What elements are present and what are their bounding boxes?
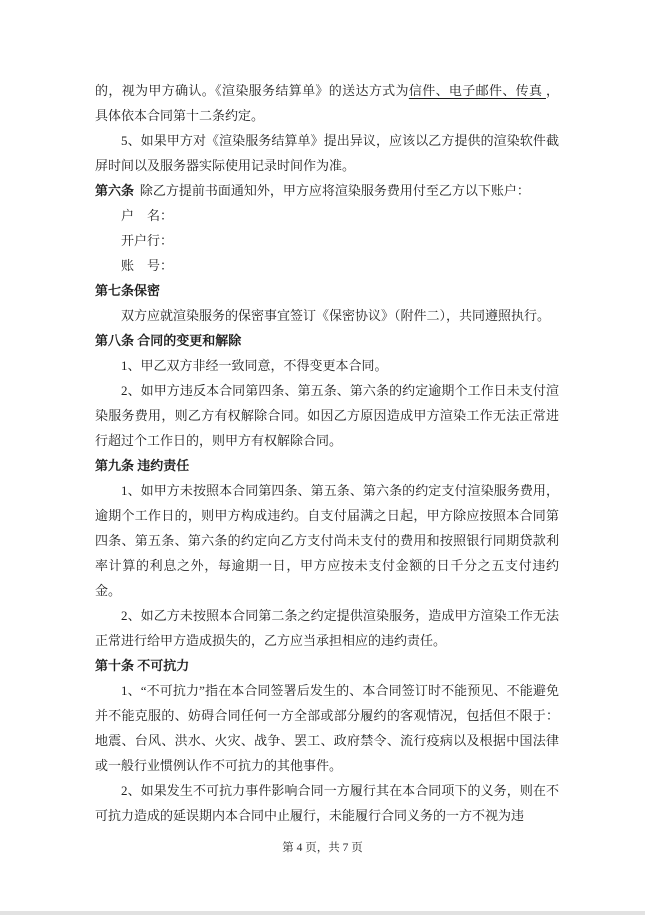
clause-9-item-2: 2、如乙方未按照本合同第二条之约定提供渲染服务，造成甲方渲染工作无法正常进行给甲方造成损失的，乙方应当承担相应的违约责任。 [95, 608, 559, 648]
clause-9-item-1: 1、如甲方未按照本合同第四条、第五条、第六条的约定支付渲染服务费用，逾期个工作日的，则甲方构成违约。自支付届满之日起，甲方除应按照本合同第四条、第五条、第六条的约定向乙方支付尚未支付的费用和按照银行同期贷款利率计算的利息之外，每逾期一日，甲方应按未支付金额的日千分之五支付违约金。 [95, 483, 559, 598]
delivery-methods-underlined: 信件、电子邮件、传真 [408, 83, 546, 98]
page-bottom-edge [0, 911, 645, 915]
contract-body [95, 78, 559, 828]
clause-6-label: 第六条 [95, 183, 135, 198]
paragraph-carryover [95, 78, 559, 128]
clause-8-item-1: 1、甲乙双方非经一致同意，不得变更本合同。 [121, 358, 388, 373]
clause-6-text: 除乙方提前书面通知外，甲方应将渲染服务费用付至乙方以下账户： [139, 183, 530, 198]
clause-6-line [95, 178, 559, 203]
page-number: 第 4 页，共 7 页 [282, 842, 363, 854]
clause-10-item-1: 1、“不可抗力”指在本合同签署后发生的、本合同签订时不能预见、不能避免并不能克服的、妨碍合同任何一方全部或部分履约的客观情况，包括但不限于：地震、台风、洪水、火灾、战争、罢工、政府禁令、流行疫病以及根据中国法律或一般行业惯例认作不可抗力的其他事件。 [95, 683, 559, 773]
clause-10-heading: 第十条 不可抗力 [95, 658, 190, 673]
clause-8-item-2: 2、如甲方违反本合同第四条、第五条、第六条的约定逾期个工作日未支付渲染服务费用，则乙方有权解除合同。如因乙方原因造成甲方渲染工作无法正常进行超过个工作日的，则甲方有权解除合同。 [95, 383, 559, 448]
clause-10-item-2: 2、如果发生不可抗力事件影响合同一方履行其在本合同项下的义务，则在不可抗力造成的延误期内本合同中止履行，未能履行合同义务的一方不视为违 [95, 783, 559, 823]
bank-branch-line: 开户行： [121, 233, 174, 248]
clause-7-body: 双方应就渲染服务的保密事宜签订《保密协议》（附件二），共同遵照执行。 [121, 308, 551, 323]
clause-8-heading: 第八条 合同的变更和解除 [95, 333, 242, 348]
page-footer [0, 840, 645, 856]
carryover-text-pre: 的，视为甲方确认。《渲染服务结算单》的送达方式为 [95, 83, 409, 98]
clause-7-heading: 第七条保密 [95, 283, 161, 298]
account-number-line: 账 号： [121, 258, 174, 273]
carryover-text-post: ，具体依本合同第十二条约定。 [95, 83, 559, 123]
account-name-line: 户 名： [121, 208, 174, 223]
paragraph-dispute-rule: 5、如果甲方对《渲染服务结算单》提出异议，应该以乙方提供的渲染软件截屏时间以及服务器实际使用记录时间作为准。 [95, 133, 559, 173]
clause-9-heading: 第九条 违约责任 [95, 458, 190, 473]
